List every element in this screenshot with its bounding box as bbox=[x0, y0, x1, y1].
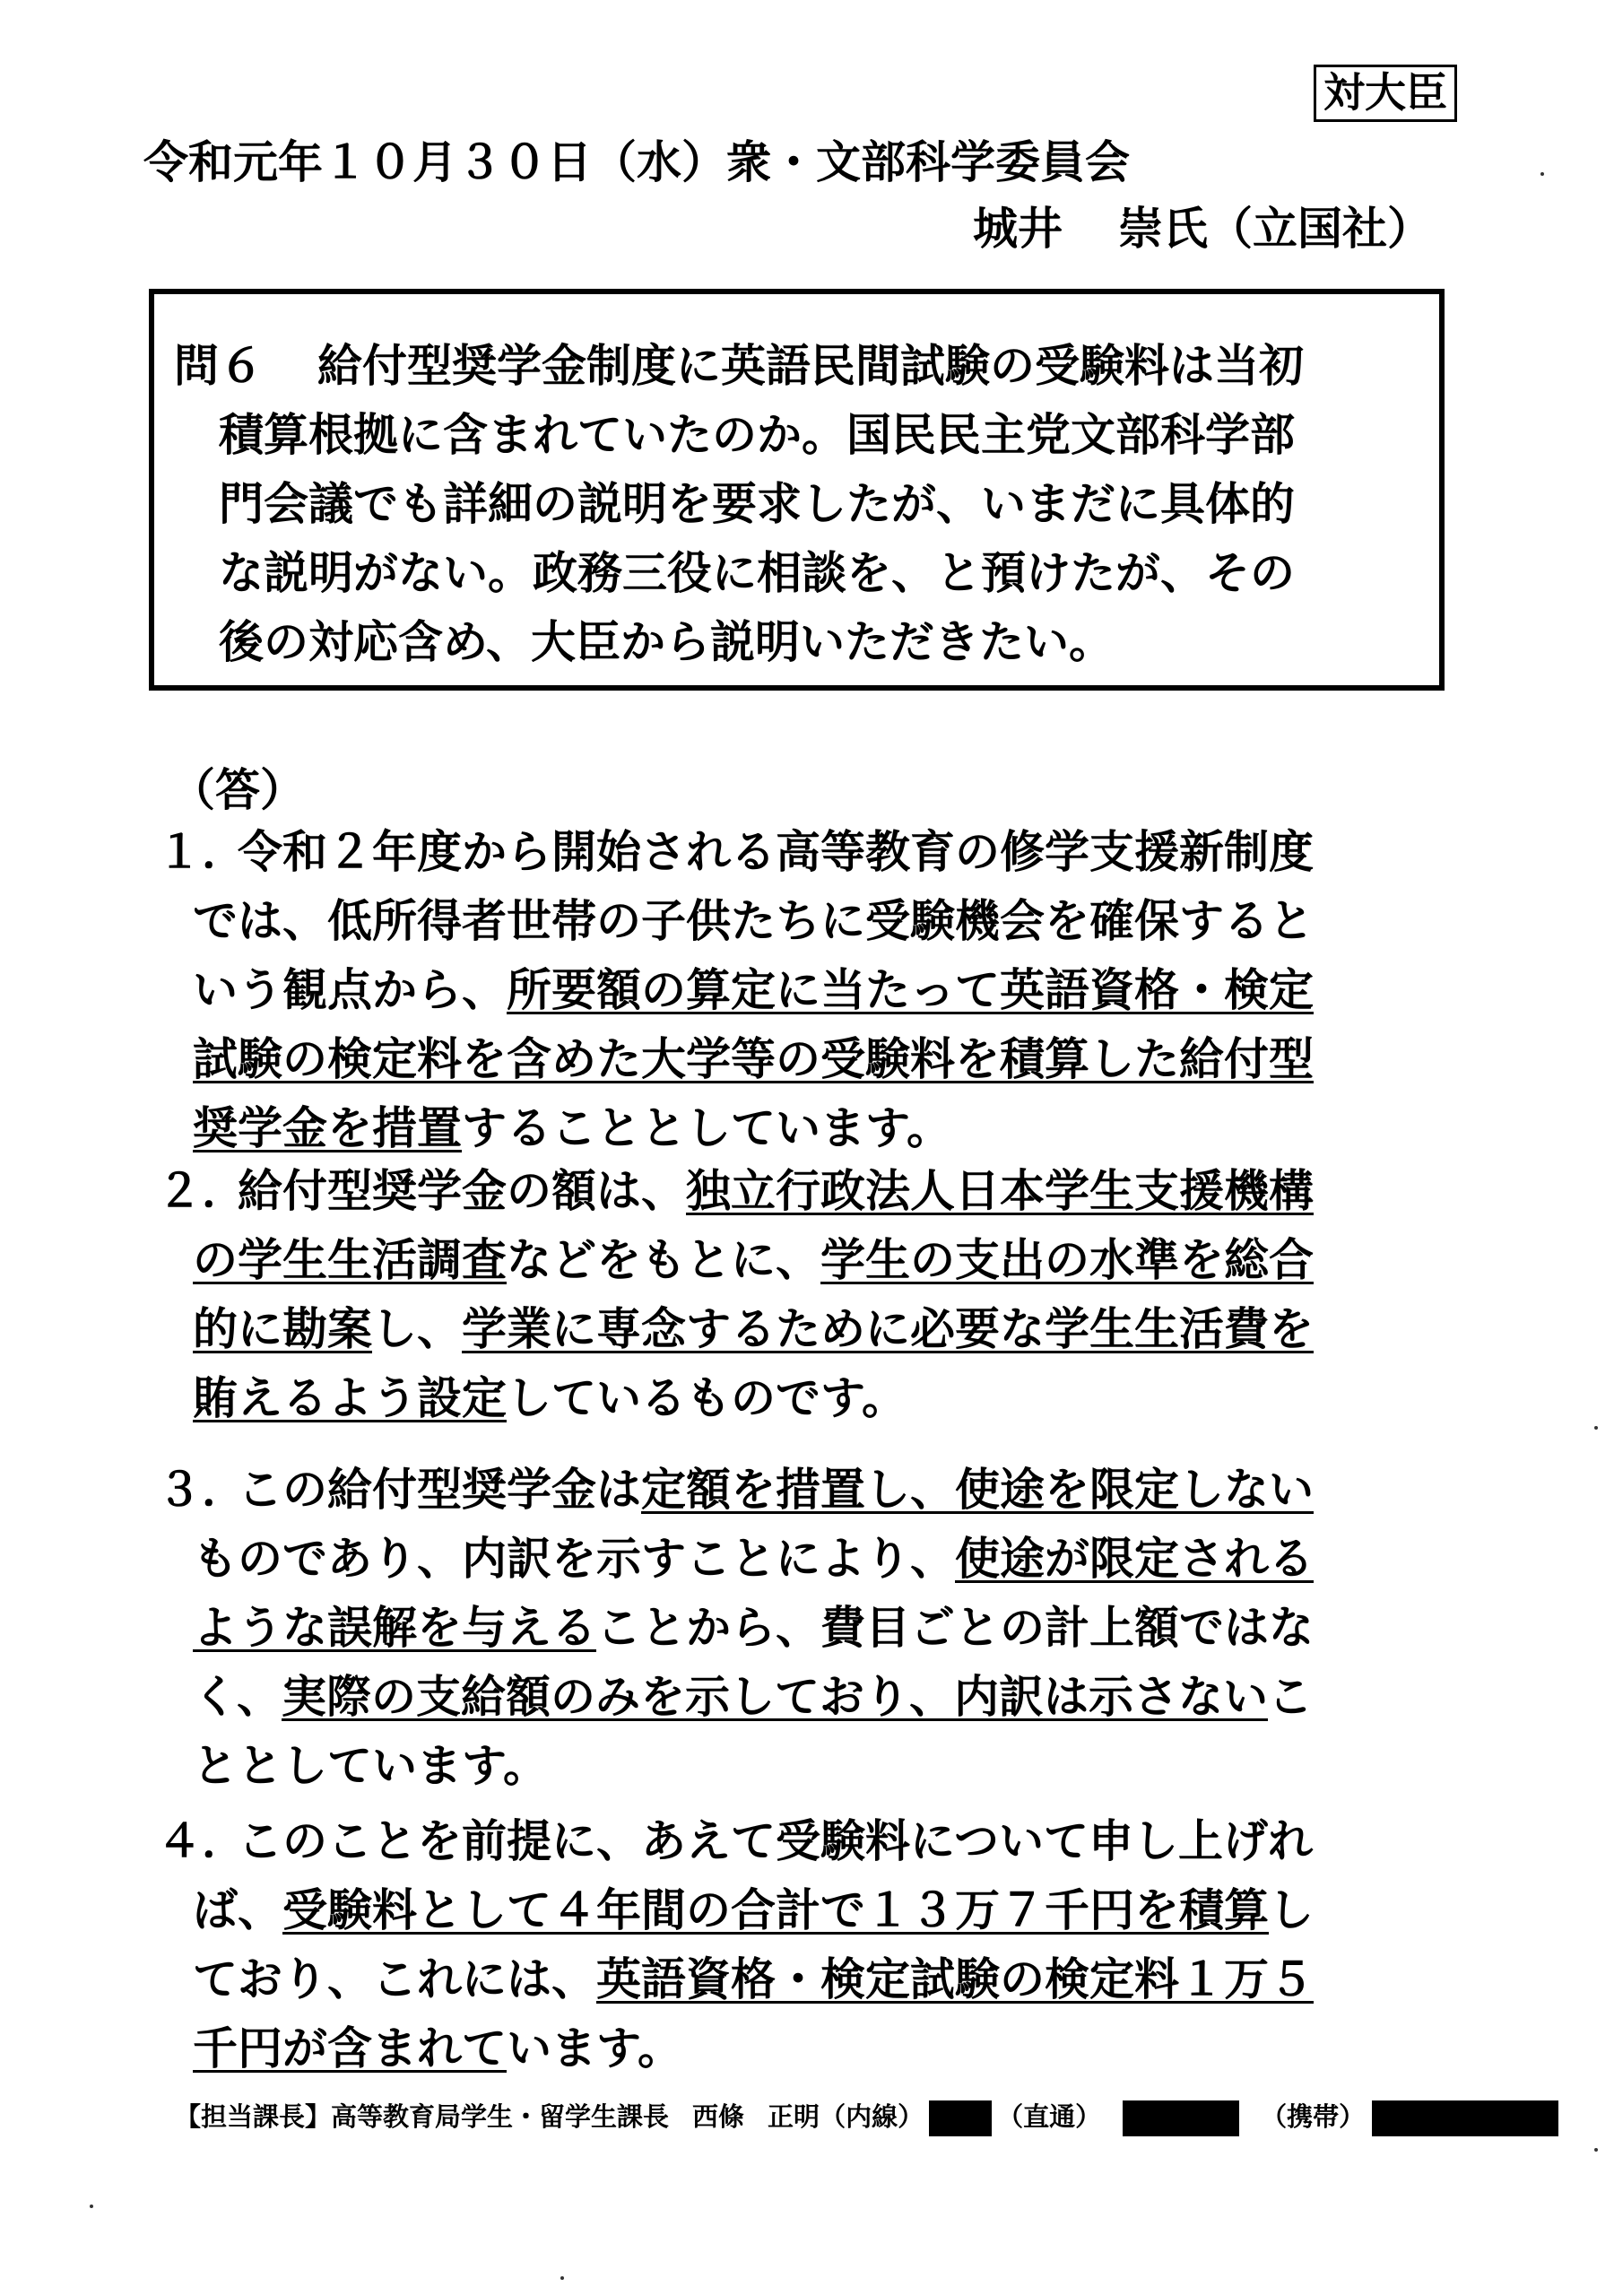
footer-role: 【担当課長】 bbox=[175, 2101, 332, 2132]
answer-number: ２． bbox=[157, 1165, 247, 1217]
answer-paragraph-4 bbox=[157, 1807, 1439, 2083]
questioner-line bbox=[973, 199, 1432, 258]
answer-text: ものであり、内訳を示すことにより、 bbox=[193, 1533, 955, 1585]
answer-text: このことを前提に、あえて受験料について申し上げれ bbox=[238, 1815, 1313, 1867]
footer-extension-label: （内線） bbox=[820, 2101, 924, 2132]
underlined-text: ような誤解を与える bbox=[193, 1602, 596, 1654]
redaction-bar bbox=[1123, 2100, 1239, 2136]
answer-text: 給付型奨学金の額は、 bbox=[238, 1165, 686, 1217]
answer-paragraph-2 bbox=[157, 1157, 1439, 1433]
answer-text: この給付型奨学金は bbox=[238, 1464, 641, 1516]
question-label: 問６ bbox=[174, 340, 264, 392]
answer-text: 令和２年度から開始される高等教育の修学支援新制度 bbox=[238, 826, 1314, 878]
answer-number: ３． bbox=[157, 1464, 247, 1516]
answer-text: く、 bbox=[193, 1671, 282, 1723]
scan-speck bbox=[1594, 2148, 1598, 2152]
question-line-3: 門会議でも詳細の説明を要求したが、いまだに具体的 bbox=[219, 478, 1295, 530]
answer-text: などをもとに、 bbox=[507, 1234, 820, 1286]
answer-text: ば、 bbox=[193, 1884, 282, 1936]
answer-text: し、 bbox=[372, 1303, 462, 1355]
answer-text: こ bbox=[1268, 1671, 1313, 1723]
question-text bbox=[174, 332, 1429, 677]
answer-text: いう観点から、 bbox=[193, 964, 507, 1016]
contact-footer bbox=[175, 2097, 1558, 2136]
underlined-text: 定額を措置し、使途を限定しない bbox=[641, 1464, 1314, 1516]
answer-number: ４． bbox=[157, 1815, 247, 1867]
footer-surname: 西條 bbox=[692, 2101, 745, 2132]
underlined-text: 学生の支出の水準を総合 bbox=[820, 1234, 1314, 1286]
underlined-text: 千円が含まれて bbox=[193, 2022, 507, 2074]
underlined-text: 賄えるよう設定 bbox=[193, 1372, 507, 1424]
underlined-text: 所要額の算定に当たって英語資格・検定 bbox=[507, 964, 1314, 1016]
answer-text: います。 bbox=[507, 2022, 682, 2074]
scan-speck bbox=[1540, 172, 1544, 176]
answer-paragraph-3 bbox=[157, 1456, 1439, 1801]
scan-speck bbox=[1594, 1426, 1598, 1430]
question-line-2: 積算根拠に含まれていたのか。国民民主党文部科学部 bbox=[219, 409, 1295, 461]
answer-text: では、低所得者世帯の子供たちに受験機会を確保すると bbox=[193, 895, 1314, 947]
questioner-surname: 城井 bbox=[973, 203, 1063, 255]
answer-label: （答） bbox=[170, 764, 305, 816]
underlined-text: 奨学金を措置 bbox=[193, 1102, 462, 1154]
question-line-5: 後の対応含め、大臣から説明いただきたい。 bbox=[219, 616, 1114, 668]
underlined-text: 使途が限定される bbox=[955, 1533, 1314, 1585]
underlined-text: 英語資格・検定試験の検定料１万５ bbox=[596, 1953, 1314, 2005]
underlined-text: 試験の検定料を含めた大学等の受験料を積算した給付型 bbox=[193, 1033, 1314, 1085]
footer-given-name: 正明 bbox=[768, 2101, 820, 2132]
footer-direct-label: （直通） bbox=[997, 2101, 1102, 2132]
footer-department: 高等教育局学生・留学生課長 bbox=[331, 2101, 670, 2132]
redaction-bar bbox=[929, 2100, 992, 2136]
underlined-text: 独立行政法人日本学生支援機構 bbox=[686, 1165, 1314, 1217]
answer-text: し bbox=[1269, 1884, 1314, 1936]
redaction-bar bbox=[1372, 2100, 1558, 2136]
underlined-text: 的に勘案 bbox=[193, 1303, 372, 1355]
questioner-given-and-party: 崇氏（立国社） bbox=[1118, 203, 1432, 255]
question-line-4: な説明がない。政務三役に相談を、と預けたが、その bbox=[219, 547, 1295, 599]
underlined-text: 学業に専念するために必要な学生生活費を bbox=[462, 1303, 1314, 1355]
answer-text: ており、これには、 bbox=[193, 1953, 596, 2005]
addressee-badge: 対大臣 bbox=[1314, 65, 1457, 122]
scan-speck bbox=[90, 2205, 93, 2208]
meeting-header: 令和元年１０月３０日（水）衆・文部科学委員会 bbox=[143, 136, 1130, 188]
answer-text: することとしています。 bbox=[462, 1102, 951, 1154]
answer-number: １． bbox=[157, 826, 247, 878]
underlined-text: 受験料として４年間の合計で１３万７千円を積算 bbox=[282, 1884, 1269, 1936]
footer-mobile-label: （携帯） bbox=[1261, 2101, 1366, 2132]
underlined-text: の学生生活調査 bbox=[193, 1234, 507, 1286]
answer-text: ことから、費目ごとの計上額ではな bbox=[596, 1602, 1314, 1654]
answer-text: ととしています。 bbox=[193, 1740, 548, 1792]
underlined-text: 実際の支給額のみを示しており、内訳は示さない bbox=[282, 1671, 1268, 1723]
question-line-1: 給付型奨学金制度に英語民間試験の受験料は当初 bbox=[317, 340, 1304, 392]
answer-paragraph-1 bbox=[157, 818, 1439, 1163]
question-box bbox=[149, 289, 1445, 691]
scan-speck bbox=[560, 2276, 564, 2280]
answer-text: しているものです。 bbox=[507, 1372, 907, 1424]
